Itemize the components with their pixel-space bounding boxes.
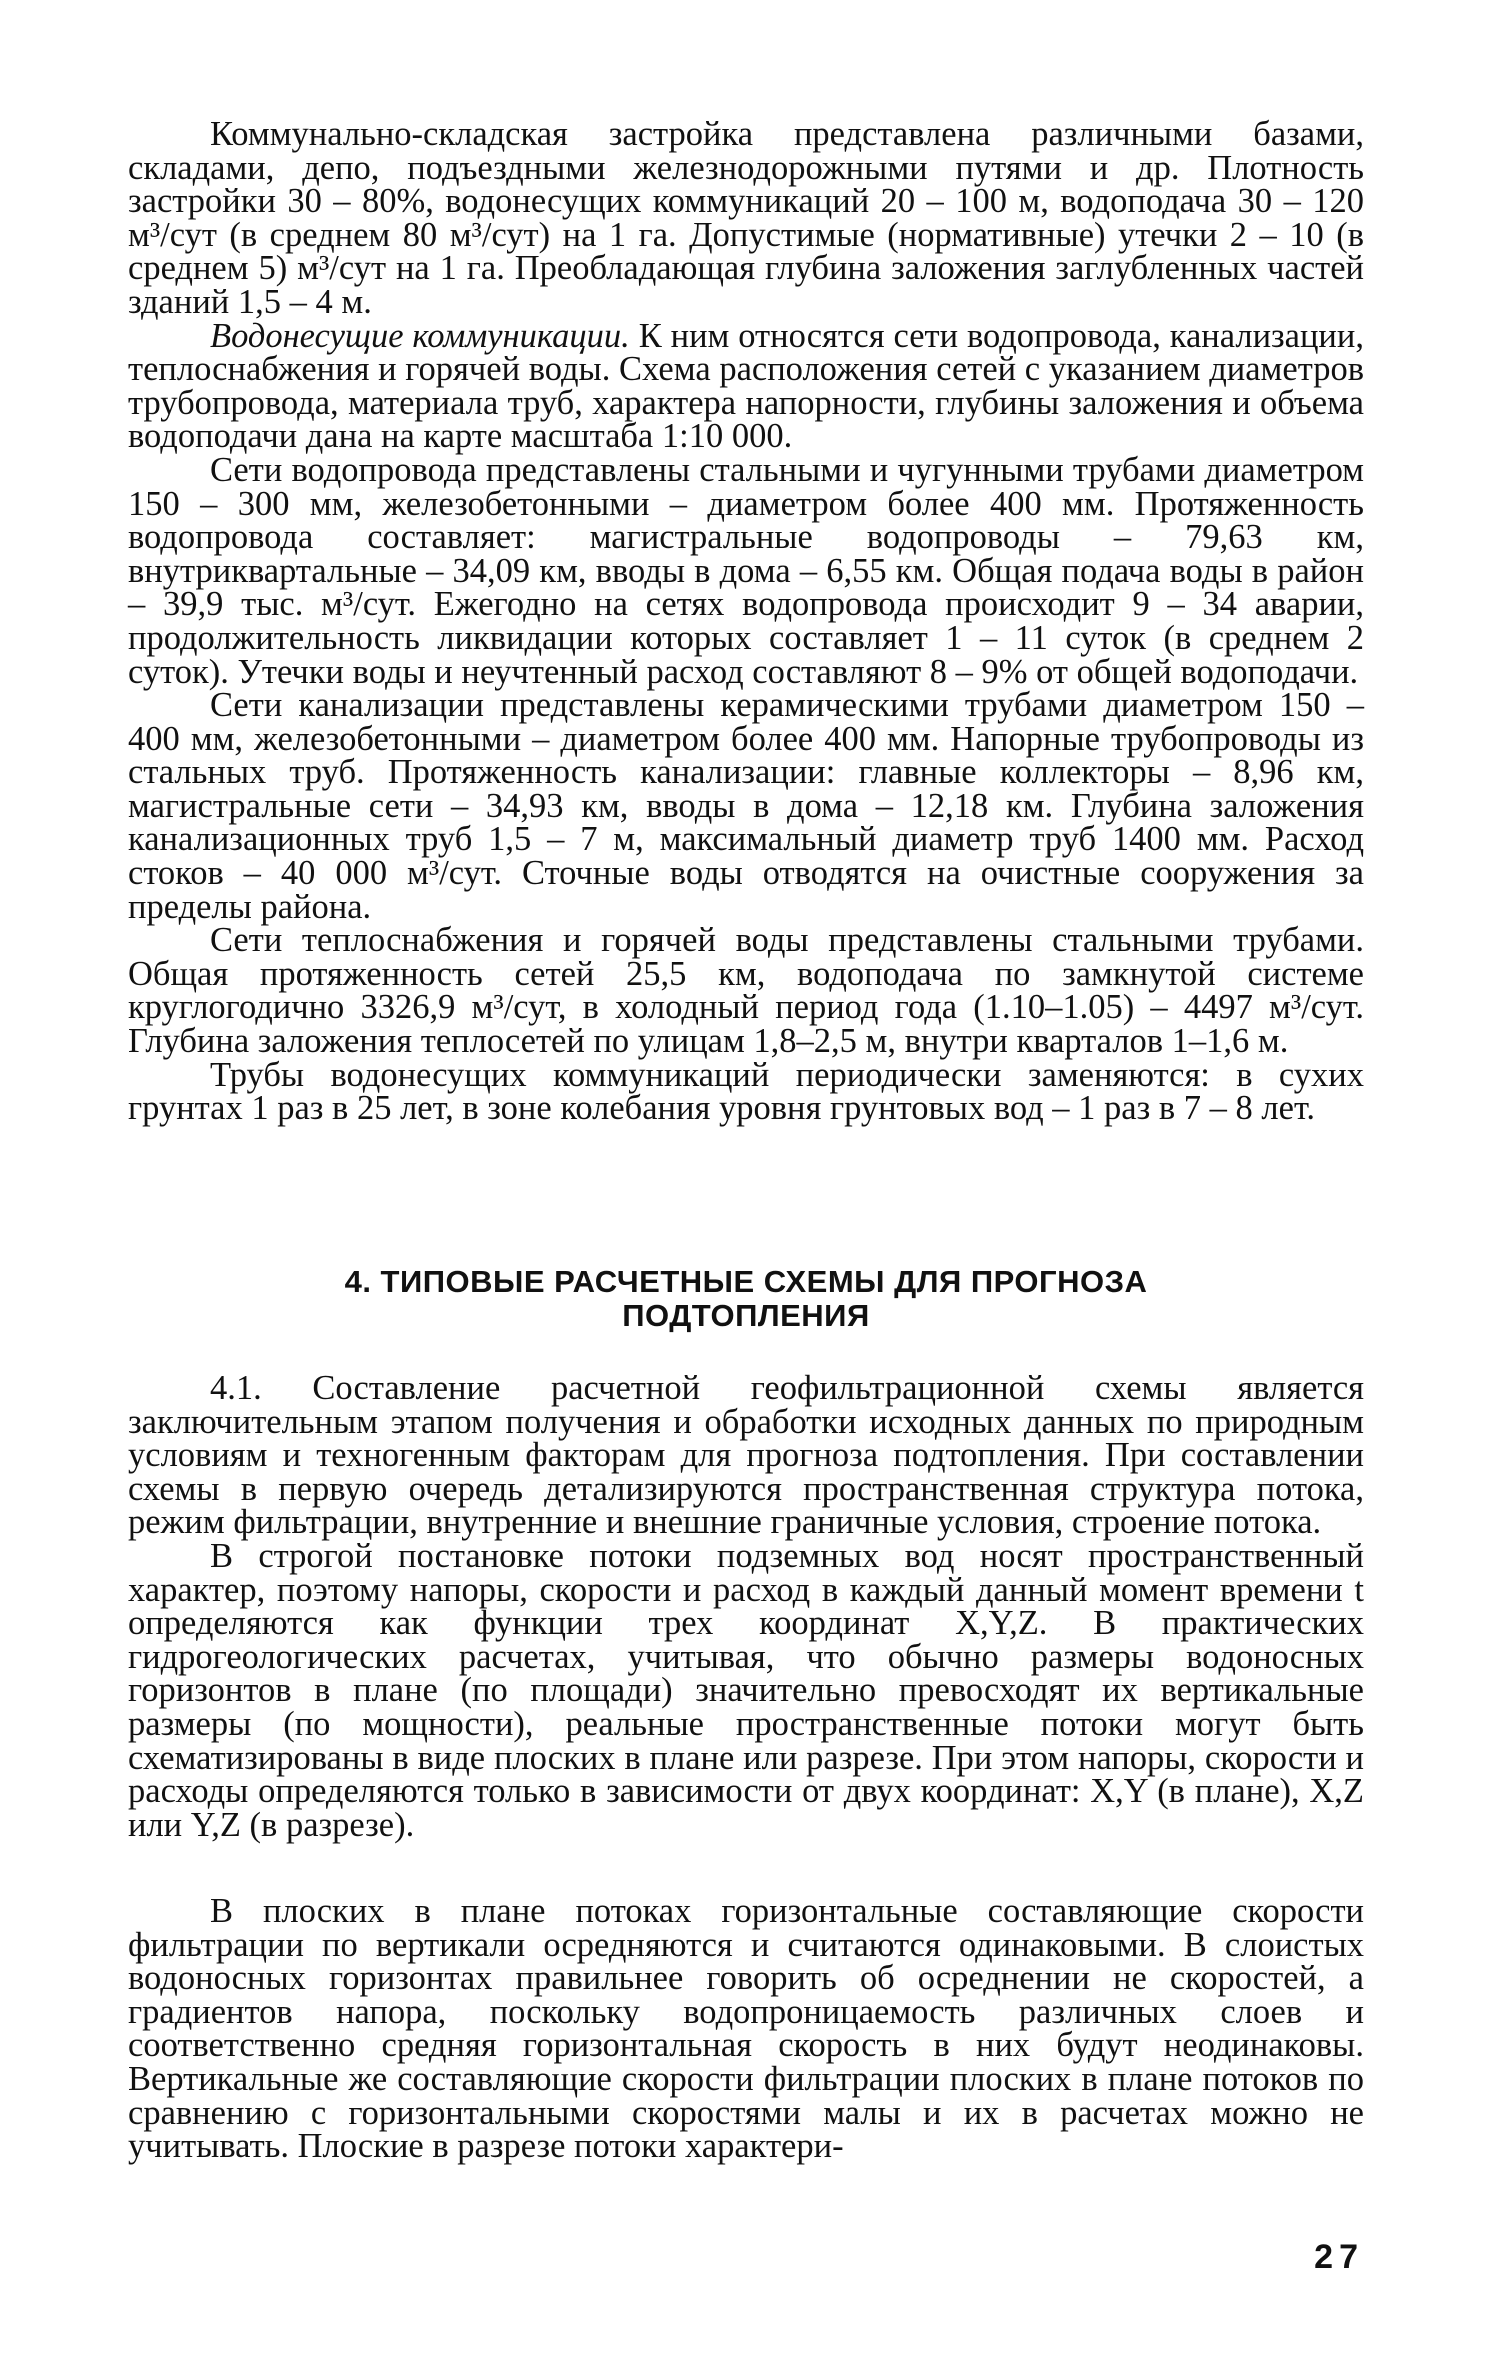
page-number: 27	[1314, 2238, 1364, 2276]
body-text-top	[128, 115, 1364, 1128]
paragraph-text: Сети водопровода представлены стальными и чугунными трубами диаметром 150 – 300 мм, железобетонными – диаметром более 400 мм. Протяженность водопровода составляет: магистральные водопроводы – 79,63 км, внутриквартальные – 34,09 км, вводы в дома – 6,55 км. Общая подача воды в район – 39,9 тыс. м³/сут. Ежегодно на сетях водопровода происходит 9 – 34 аварии, продолжительность ликвидации которых составляет 1 – 11 суток (в среднем 2 суток). Утечки воды и неучтенный расход составляют 8 – 9% от общей водоподачи.	[128, 450, 1364, 691]
section-heading-line-2: ПОДТОПЛЕНИЯ	[622, 1298, 870, 1333]
paragraph-water-supply	[128, 450, 1364, 691]
section-heading-line-1: 4. ТИПОВЫЕ РАСЧЕТНЫЕ СХЕМЫ ДЛЯ ПРОГНОЗА	[344, 1264, 1148, 1299]
paragraph-text: Составление расчетной геофильтрационной схемы является заключительным этапом получения и обработки исходных данных по природным условиям и техногенным факторам для прогноза подтопления. При составлении схемы в первую очередь детализируются пространственная структура потока, режим фильтрации, внутренние и внешние граничные условия, строение потока.	[128, 1369, 1364, 1542]
paragraph-heating	[128, 921, 1364, 1061]
paragraph-water-networks	[128, 316, 1364, 456]
paragraph-text: В строгой постановке потоки подземных вод носят пространственный характер, поэтому напоры, скорости и расход в каждый данный момент времени t определяются как функции трех координат X,Y,Z. В практических гидрогеологических расчетах, учитывая, что обычно размеры водоносных горизонтов в плане (по площади) значительно превосходят их вертикальные размеры (по мощности), реальные пространственные потоки могут быть схематизированы в виде плоских в плане или разрезе. При этом напоры, скорости и расходы определяются только в зависимости от двух координат: X,Y (в плане), X,Z или Y,Z (в разрезе).	[128, 1536, 1364, 1844]
body-text-mid	[128, 1369, 1364, 1844]
body-text-bottom	[128, 1892, 1364, 2166]
paragraph-text: В плоских в плане потоках горизонтальные составляющие скорости фильтрации по вертикали осредняются и считаются одинаковыми. В слоистых водоносных горизонтах правильнее говорить об осреднении не скоростей, а градиентов напора, поскольку водопроницаемость различных слоев и соответственно средняя горизонтальная скорость в них будут неодинаковы. Вертикальные же составляющие скорости фильтрации плоских в плане потоков по сравнению с горизонтальными скоростями малы и их в расчетах можно не учитывать. Плоские в разрезе потоки характери-	[128, 1892, 1364, 2166]
paragraph-4-1	[128, 1369, 1364, 1542]
paragraph-text: Сети теплоснабжения и горячей воды представлены стальными трубами. Общая протяженность сетей 25,5 км, водоподача по замкнутой системе круглогодично 3326,9 м³/сут, в холодный период года (1.10–1.05) – 4497 м³/сут. Глубина заложения теплосетей по улицам 1,8–2,5 м, внутри кварталов 1–1,6 м.	[128, 921, 1364, 1061]
paragraph-lead: Водонесущие коммуникации.	[210, 316, 630, 355]
paragraph-strict-formulation	[128, 1536, 1364, 1844]
section-heading	[128, 1265, 1364, 1333]
paragraph-lead: 4.1.	[210, 1369, 262, 1407]
paragraph-text: К ним относятся сети водопровода, канализации, теплоснабжения и горячей воды. Схема расположения сетей с указанием диаметров трубопровода, материала труб, характера напорности, глубины заложения и объема водоподачи дана на карте масштаба 1:10 000.	[128, 316, 1364, 456]
paragraph-sewerage	[128, 686, 1364, 926]
paragraph-planar-flows	[128, 1892, 1364, 2166]
paragraph-pipe-replacement	[128, 1055, 1364, 1128]
paragraph-communal-storage	[128, 115, 1364, 321]
paragraph-text: Трубы водонесущих коммуникаций периодически заменяются: в сухих грунтах 1 раз в 25 лет, в зоне колебания уровня грунтовых вод – 1 раз в 7 – 8 лет.	[128, 1055, 1364, 1128]
paragraph-text: Коммунально-складская застройка представлена различными базами, складами, депо, подъездными железнодорожными путями и др. Плотность застройки 30 – 80%, водонесущих коммуникаций 20 – 100 м, водоподача 30 – 120 м³/сут (в среднем 80 м³/сут) на 1 га. Допустимые (нормативные) утечки 2 – 10 (в среднем 5) м³/сут на 1 га. Преобладающая глубина заложения заглубленных частей зданий 1,5 – 4 м.	[128, 115, 1364, 321]
paragraph-text: Сети канализации представлены керамическими трубами диаметром 150 – 400 мм, железобетонными – диаметром более 400 мм. Напорные трубопроводы из стальных труб. Протяженность канализации: главные коллекторы – 8,96 км, магистральные сети – 34,93 км, вводы в дома – 12,18 км. Глубина заложения канализационных труб 1,5 – 7 м, максимальный диаметр труб 1400 мм. Расход стоков – 40 000 м³/сут. Сточные воды отводятся на очистные сооружения за пределы района.	[128, 686, 1364, 926]
